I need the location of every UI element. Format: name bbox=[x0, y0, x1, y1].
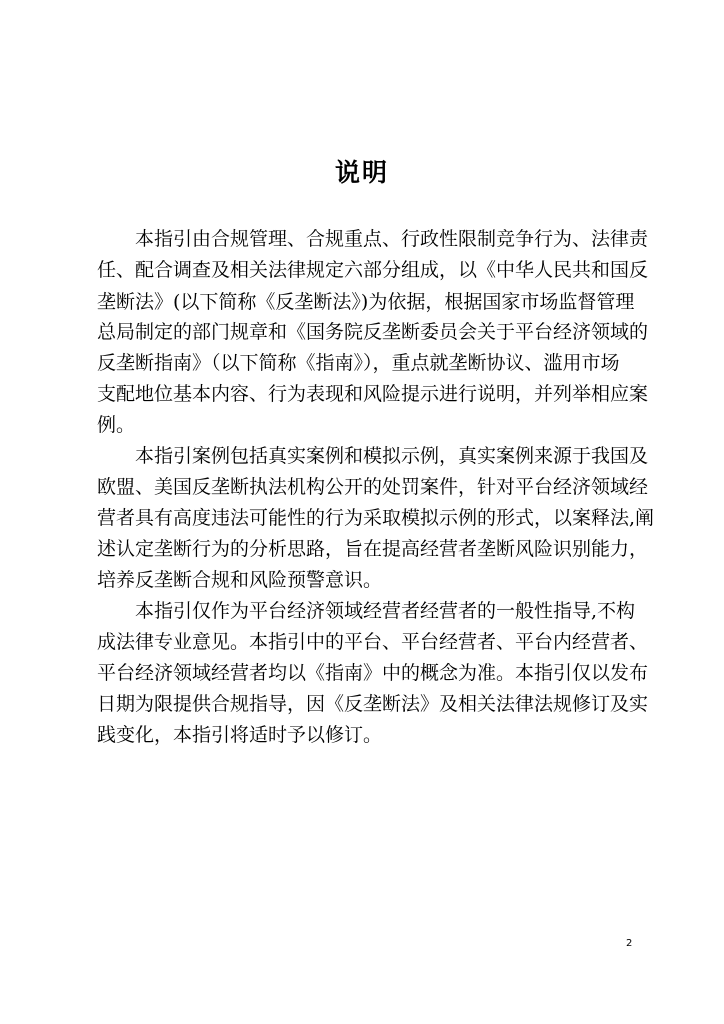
page-number: 2 bbox=[626, 938, 633, 949]
paragraph-2-line-2: 欧盟、美国反垄断执法机构公开的处罚案件，针对平台经济领域经 bbox=[97, 476, 649, 498]
paragraph-1-line-4: 总局制定的部门规章和《国务院反垄断委员会关于平台经济领域的 bbox=[97, 321, 649, 343]
paragraph-1-line-2: 任、配合调查及相关法律规定六部分组成，以《中华人民共和国反 bbox=[97, 259, 649, 281]
paragraph-2-line-5: 培养反垄断合规和风险预警意识。 bbox=[97, 569, 383, 591]
paragraph-1-line-3: 垄断法》(以下简称《反垄断法》)为依据，根据国家市场监督管理 bbox=[97, 291, 635, 313]
paragraph-3-line-2: 成法律专业意见。本指引中的平台、平台经营者、平台内经营者、 bbox=[97, 631, 649, 653]
paragraph-1-line-5: 反垄断指南》（以下简称《指南》），重点就垄断协议、滥用市场 bbox=[97, 352, 620, 374]
page-title: 说明 bbox=[334, 158, 389, 187]
paragraph-3-line-4: 日期为限提供合规指导，因《反垄断法》及相关法律法规修订及实 bbox=[97, 693, 649, 715]
paragraph-1-line-7: 例。 bbox=[97, 414, 136, 436]
paragraph-2-line-4: 述认定垄断行为的分析思路，旨在提高经营者垄断风险识别能力， bbox=[97, 538, 649, 560]
paragraph-2-line-3: 营者具有高度违法可能性的行为采取模拟示例的形式，以案释法,阐 bbox=[97, 507, 655, 529]
paragraph-1-line-6: 支配地位基本内容、行为表现和风险提示进行说明，并列举相应案 bbox=[97, 383, 649, 405]
paragraph-3-line-5: 践变化，本指引将适时予以修订。 bbox=[97, 724, 383, 746]
paragraph-1-line-1: 本指引由合规管理、合规重点、行政性限制竞争行为、法律责 bbox=[97, 228, 649, 250]
paragraph-3-line-1: 本指引仅作为平台经济领域经营者经营者的一般性指导,不构 bbox=[97, 600, 636, 622]
paragraph-2-line-1: 本指引案例包括真实案例和模拟示例，真实案例来源于我国及 bbox=[97, 445, 649, 467]
paragraph-3-line-3: 平台经济领域经营者均以《指南》中的概念为准。本指引仅以发布 bbox=[97, 662, 649, 684]
